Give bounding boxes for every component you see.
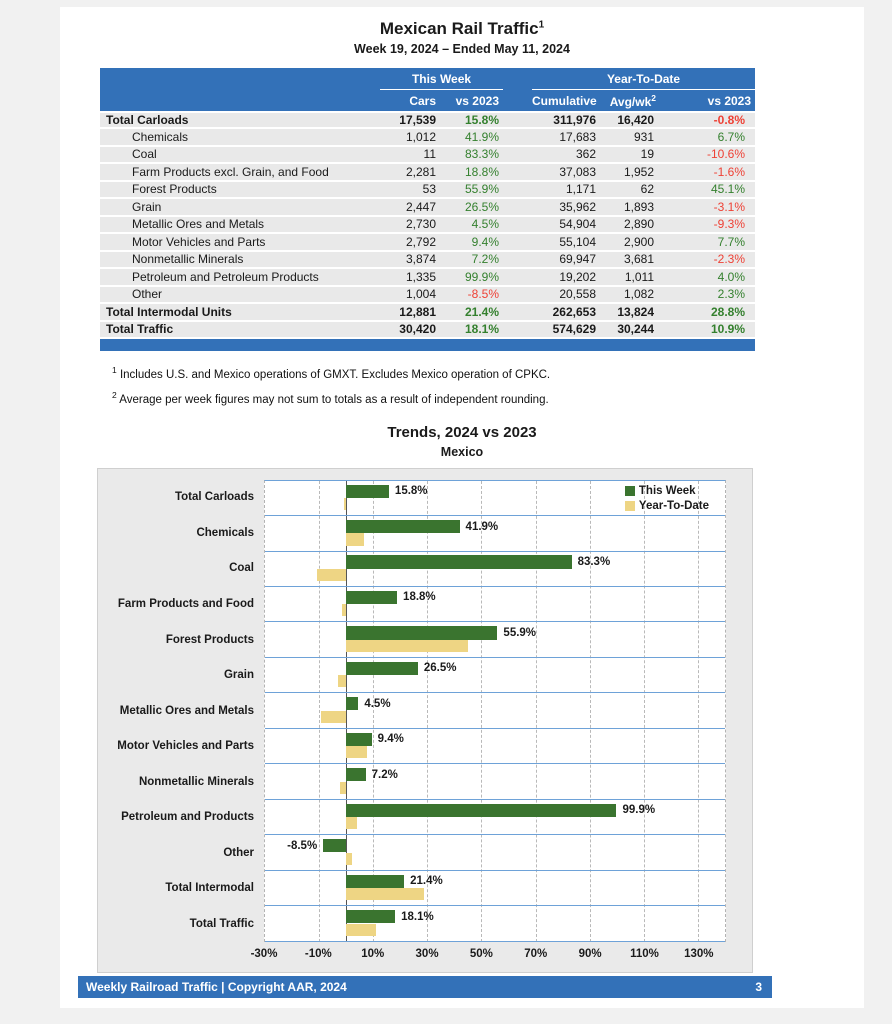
bar-year-to-date	[346, 533, 364, 545]
cars-value: 3,874	[380, 252, 440, 270]
table-row	[100, 164, 755, 182]
category-label: Total Intermodal	[165, 882, 254, 895]
footnotes	[112, 360, 864, 410]
column-header-cars: Cars	[380, 90, 440, 111]
bar-year-to-date	[346, 888, 424, 900]
legend-item	[625, 485, 709, 497]
bar-this-week	[346, 485, 389, 498]
cars-value: 2,730	[380, 217, 440, 235]
x-axis-tick-label: -30%	[250, 947, 278, 960]
page-title	[60, 19, 864, 39]
bar-year-to-date	[344, 498, 346, 510]
footer-text: Weekly Railroad Traffic | Copyright AAR, 2024	[86, 979, 347, 994]
cars-value: 53	[380, 182, 440, 200]
bar-value-label: -8.5%	[287, 839, 318, 852]
cars-value: 30,420	[380, 322, 440, 340]
gap-cell	[503, 269, 532, 287]
legend-label: This Week	[638, 484, 696, 497]
bar-value-label: 83.3%	[577, 556, 611, 569]
chart-subtitle: Mexico	[440, 444, 484, 459]
table-row	[100, 304, 755, 322]
footnote-1-marker: 1	[112, 365, 117, 375]
bar-value-label: 18.1%	[401, 910, 434, 923]
chart-plot-area	[264, 480, 726, 942]
avg-wk-text: Avg/wk	[609, 94, 652, 109]
avg-per-week-value: 62	[600, 182, 658, 200]
bar-this-week	[346, 875, 404, 888]
cumulative-value: 69,947	[532, 252, 600, 270]
page-title-text: Mexican Rail Traffic	[379, 19, 539, 38]
row-label: Farm Products excl. Grain, and Food	[100, 164, 380, 182]
cumulative-value: 35,962	[532, 199, 600, 217]
footnote-2	[112, 385, 864, 410]
cars-value: 11	[380, 147, 440, 165]
week-vs-2023-value: 83.3%	[440, 147, 503, 165]
week-vs-2023-value: 41.9%	[440, 129, 503, 147]
row-label: Chemicals	[100, 129, 380, 147]
category-label: Nonmetallic Minerals	[138, 775, 254, 788]
page-title-footnote-marker: 1	[538, 19, 545, 31]
ytd-vs-2023-value: 45.1%	[658, 182, 755, 200]
ytd-vs-2023-value: -2.3%	[658, 252, 755, 270]
bar-this-week	[346, 804, 616, 817]
cars-value: 2,281	[380, 164, 440, 182]
week-vs-2023-value: 55.9%	[440, 182, 503, 200]
category-label: Coal	[229, 562, 254, 575]
bar-year-to-date	[321, 711, 346, 723]
gap-cell	[503, 304, 532, 322]
row-label: Coal	[100, 147, 380, 165]
gap-cell	[503, 111, 532, 129]
bar-value-label: 21.4%	[410, 875, 443, 888]
gap-cell	[503, 287, 532, 305]
gap-cell	[503, 199, 532, 217]
category-label: Chemicals	[196, 526, 254, 539]
avg-per-week-value: 1,011	[600, 269, 658, 287]
ytd-vs-2023-value: 10.9%	[658, 322, 755, 340]
group-header-year-to-date: Year-To-Date	[532, 68, 755, 90]
traffic-table	[100, 68, 755, 339]
footer-page-number: 3	[755, 979, 762, 994]
x-axis-tick-label: 110%	[630, 947, 659, 960]
chart-band	[265, 658, 725, 693]
ytd-vs-2023-value: -9.3%	[658, 217, 755, 235]
gap-cell	[503, 252, 532, 270]
week-vs-2023-value: 18.8%	[440, 164, 503, 182]
table-column-header-row	[100, 90, 755, 111]
bar-this-week	[346, 591, 397, 604]
avg-per-week-value: 19	[600, 147, 658, 165]
cumulative-value: 311,976	[532, 111, 600, 129]
document-page	[60, 7, 864, 1008]
bar-year-to-date	[338, 675, 346, 687]
x-axis-tick-label: 50%	[469, 947, 493, 960]
row-label: Nonmetallic Minerals	[100, 252, 380, 270]
bar-value-label: 26.5%	[423, 662, 457, 675]
cars-value: 12,881	[380, 304, 440, 322]
ytd-vs-2023-value: -1.6%	[658, 164, 755, 182]
bar-this-week	[346, 768, 365, 781]
group-header-spacer	[100, 68, 380, 90]
avg-per-week-value: 30,244	[600, 322, 658, 340]
bar-this-week	[346, 626, 497, 639]
x-axis-tick-label: 90%	[578, 947, 602, 960]
cumulative-value: 574,629	[532, 322, 600, 340]
category-label: Farm Products and Food	[117, 598, 254, 611]
row-label: Grain	[100, 199, 380, 217]
category-label: Motor Vehicles and Parts	[117, 740, 254, 753]
category-label: Total Carloads	[174, 491, 254, 504]
page-footer	[78, 976, 772, 998]
avg-per-week-value: 1,082	[600, 287, 658, 305]
column-header-wk-vs-2023: vs 2023	[440, 90, 503, 111]
avg-per-week-value: 1,893	[600, 199, 658, 217]
bar-year-to-date	[346, 746, 367, 758]
cumulative-value: 37,083	[532, 164, 600, 182]
column-header-avg-wk	[600, 90, 658, 111]
week-vs-2023-value: 26.5%	[440, 199, 503, 217]
x-axis-tick-label: -10%	[304, 947, 332, 960]
chart-band	[265, 729, 725, 764]
table-row	[100, 287, 755, 305]
bar-year-to-date	[340, 782, 346, 794]
cumulative-value: 19,202	[532, 269, 600, 287]
chart-legend	[625, 485, 709, 515]
table-row	[100, 129, 755, 147]
avg-per-week-value: 3,681	[600, 252, 658, 270]
bar-value-label: 4.5%	[364, 697, 391, 710]
category-label: Total Traffic	[189, 917, 254, 930]
x-axis-tick-label: 10%	[361, 947, 385, 960]
gap-cell	[503, 217, 532, 235]
week-vs-2023-value: 15.8%	[440, 111, 503, 129]
avg-wk-footnote-marker: 2	[651, 92, 657, 103]
bar-this-week	[323, 839, 346, 852]
bar-value-label: 41.9%	[465, 520, 499, 533]
avg-per-week-value: 2,900	[600, 234, 658, 252]
week-vs-2023-value: 21.4%	[440, 304, 503, 322]
trends-bar-chart	[97, 468, 753, 973]
chart-band	[265, 906, 725, 941]
bar-value-label: 18.8%	[403, 591, 436, 604]
group-header-gap	[503, 68, 532, 90]
table-row	[100, 111, 755, 129]
table-bottom-blue-bar	[100, 339, 755, 351]
legend-item	[625, 500, 709, 512]
bar-value-label: 9.4%	[377, 733, 404, 746]
bar-year-to-date	[342, 604, 346, 616]
page-subtitle: Week 19, 2024 – Ended May 11, 2024	[354, 42, 570, 56]
cars-value: 1,335	[380, 269, 440, 287]
table-row	[100, 217, 755, 235]
bar-year-to-date	[346, 853, 352, 865]
table-row	[100, 269, 755, 287]
cumulative-value: 55,104	[532, 234, 600, 252]
table-row	[100, 252, 755, 270]
row-label: Total Intermodal Units	[100, 304, 380, 322]
chart-category-labels	[98, 480, 264, 942]
bar-value-label: 15.8%	[394, 485, 428, 498]
week-vs-2023-value: -8.5%	[440, 287, 503, 305]
footnote-1-text: Includes U.S. and Mexico operations of GMXT. Excludes Mexico operation of CPKC.	[119, 368, 551, 381]
cars-value: 1,004	[380, 287, 440, 305]
week-vs-2023-value: 4.5%	[440, 217, 503, 235]
table-row	[100, 322, 755, 340]
bar-year-to-date	[346, 640, 468, 652]
row-label: Total Carloads	[100, 111, 380, 129]
cumulative-value: 20,558	[532, 287, 600, 305]
bar-year-to-date	[346, 924, 375, 936]
week-vs-2023-value: 9.4%	[440, 234, 503, 252]
avg-per-week-value: 13,824	[600, 304, 658, 322]
gap-cell	[503, 182, 532, 200]
bar-this-week	[346, 910, 395, 923]
x-axis-tick-label: 70%	[524, 947, 548, 960]
chart-band	[265, 871, 725, 906]
group-header-this-week: This Week	[380, 68, 503, 90]
ytd-vs-2023-value: -3.1%	[658, 199, 755, 217]
x-axis-tick-label: 130%	[684, 947, 714, 960]
cars-value: 2,447	[380, 199, 440, 217]
row-label: Motor Vehicles and Parts	[100, 234, 380, 252]
legend-swatch-icon	[625, 501, 635, 511]
table-row	[100, 234, 755, 252]
chart-band	[265, 587, 725, 622]
footnote-2-marker: 2	[112, 389, 117, 400]
cumulative-value: 362	[532, 147, 600, 165]
bar-value-label: 99.9%	[622, 804, 656, 817]
table-row	[100, 199, 755, 217]
bar-this-week	[346, 520, 459, 533]
gap-cell	[503, 322, 532, 340]
row-label: Total Traffic	[100, 322, 380, 340]
gap-cell	[503, 164, 532, 182]
week-vs-2023-value: 7.2%	[440, 252, 503, 270]
ytd-vs-2023-value: 6.7%	[658, 129, 755, 147]
bar-this-week	[346, 733, 371, 746]
ytd-vs-2023-value: 2.3%	[658, 287, 755, 305]
row-label: Other	[100, 287, 380, 305]
cars-value: 2,792	[380, 234, 440, 252]
ytd-vs-2023-value: 7.7%	[658, 234, 755, 252]
row-label: Metallic Ores and Metals	[100, 217, 380, 235]
category-label: Petroleum and Products	[121, 811, 254, 824]
gap-cell	[503, 234, 532, 252]
chart-band	[265, 764, 725, 799]
traffic-table-body	[100, 111, 755, 339]
bar-value-label: 7.2%	[371, 768, 398, 781]
chart-title: Trends, 2024 vs 2023	[387, 423, 537, 441]
bar-this-week	[346, 697, 358, 710]
bar-value-label: 55.9%	[503, 626, 537, 639]
footnote-1	[112, 360, 864, 385]
category-label: Other	[223, 846, 254, 859]
column-header-cumulative: Cumulative	[532, 90, 600, 111]
row-label: Petroleum and Petroleum Products	[100, 269, 380, 287]
cars-value: 17,539	[380, 111, 440, 129]
ytd-vs-2023-value: -10.6%	[658, 147, 755, 165]
column-header-gap	[503, 90, 532, 111]
row-label: Forest Products	[100, 182, 380, 200]
x-axis-tick-label: 30%	[415, 947, 439, 960]
chart-x-axis	[98, 942, 752, 972]
category-label: Grain	[223, 669, 254, 682]
cumulative-value: 1,171	[532, 182, 600, 200]
column-header-spacer	[100, 90, 380, 111]
gap-cell	[503, 129, 532, 147]
avg-per-week-value: 2,890	[600, 217, 658, 235]
avg-per-week-value: 16,420	[600, 111, 658, 129]
gap-cell	[503, 147, 532, 165]
cumulative-value: 262,653	[532, 304, 600, 322]
legend-label: Year-To-Date	[638, 499, 709, 512]
category-label: Forest Products	[165, 633, 254, 646]
category-label: Metallic Ores and Metals	[119, 704, 254, 717]
week-vs-2023-value: 99.9%	[440, 269, 503, 287]
ytd-vs-2023-value: 4.0%	[658, 269, 755, 287]
table-row	[100, 182, 755, 200]
avg-per-week-value: 931	[600, 129, 658, 147]
footnote-2-text: Average per week figures may not sum to totals as a result of independent rounding.	[119, 393, 549, 406]
bar-this-week	[346, 555, 571, 568]
ytd-vs-2023-value: 28.8%	[658, 304, 755, 322]
bar-year-to-date	[317, 569, 346, 581]
cumulative-value: 17,683	[532, 129, 600, 147]
bar-this-week	[346, 662, 418, 675]
cars-value: 1,012	[380, 129, 440, 147]
table-row	[100, 147, 755, 165]
ytd-vs-2023-value: -0.8%	[658, 111, 755, 129]
legend-swatch-icon	[625, 486, 635, 496]
table-group-header-row	[100, 68, 755, 90]
avg-per-week-value: 1,952	[600, 164, 658, 182]
bar-year-to-date	[346, 817, 357, 829]
column-header-ytd-vs-2023: vs 2023	[658, 90, 755, 111]
week-vs-2023-value: 18.1%	[440, 322, 503, 340]
cumulative-value: 54,904	[532, 217, 600, 235]
